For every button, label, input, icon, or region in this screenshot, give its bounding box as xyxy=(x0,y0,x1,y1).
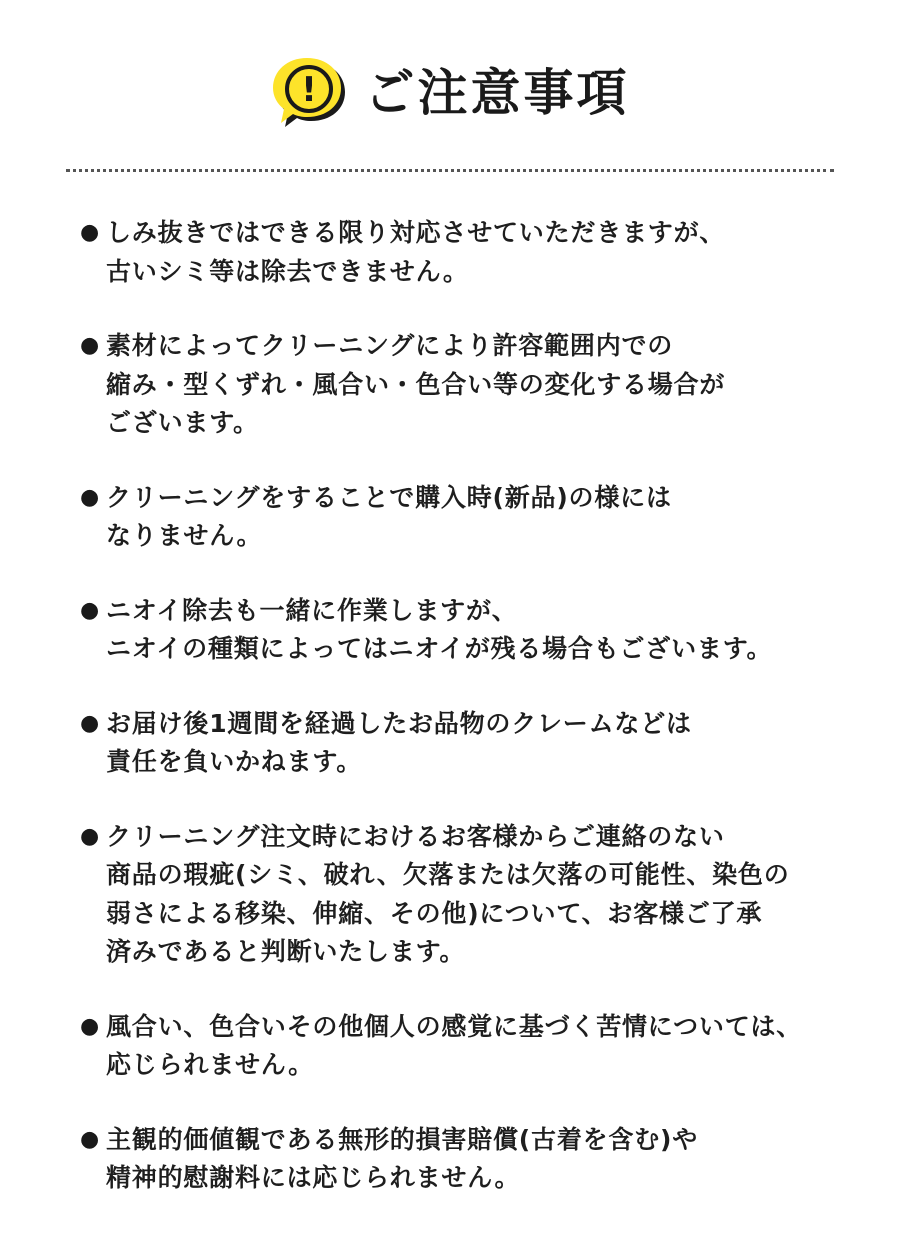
dotted-divider xyxy=(66,169,834,172)
notice-line: 弱さによる移染、伸縮、その他)について、お客様ご了承 xyxy=(106,898,763,928)
notice-line: クリーニング注文時におけるお客様からご連絡のない xyxy=(106,821,725,851)
notice-item xyxy=(80,818,860,972)
page-header xyxy=(0,56,900,130)
notice-text xyxy=(106,705,692,782)
notice-line: ニオイの種類によってはニオイが残る場合もございます。 xyxy=(106,634,773,663)
notice-text xyxy=(106,818,790,972)
exclamation-speech-bubble-icon xyxy=(271,56,347,130)
bullet-icon: ● xyxy=(80,333,100,358)
header-inner xyxy=(271,56,630,130)
notice-line: ございます。 xyxy=(106,408,259,437)
bullet-icon: ● xyxy=(80,220,100,245)
page-title: ご注意事項 xyxy=(364,64,630,122)
notice-line: 縮み・型くずれ・風合い・色合い等の変化する場合が xyxy=(106,369,726,399)
bullet-icon: ● xyxy=(80,823,100,849)
notice-line: 応じられません。 xyxy=(106,1050,314,1079)
notice-line: 素材によってクリーニングにより許容範囲内での xyxy=(106,331,674,360)
notice-line: 主観的価値観である無形的損害賠償(古着を含む)や xyxy=(106,1124,699,1154)
notice-item xyxy=(80,592,860,669)
notice-line: 商品の瑕疵(シミ、破れ、欠落または欠落の可能性、染色の xyxy=(106,860,790,889)
exclamation-mark: ! xyxy=(300,70,317,110)
notice-item xyxy=(80,1008,860,1085)
notice-list xyxy=(80,214,860,1234)
bullet-icon: ● xyxy=(80,1013,100,1039)
notice-line: しみ抜きではできる限り対応させていただきますが、 xyxy=(106,218,726,247)
notice-text xyxy=(106,479,672,556)
notice-line: お届け後1週間を経過したお品物のクレームなどは xyxy=(106,708,692,738)
notice-line: 済みであると判断いたします。 xyxy=(106,937,466,966)
notice-text xyxy=(106,327,725,443)
notice-text xyxy=(106,592,772,669)
notice-line: 風合い、色合いその他個人の感覚に基づく苦情については、 xyxy=(106,1011,803,1041)
bullet-icon: ● xyxy=(80,597,100,623)
notice-line: 古いシミ等は除去できません。 xyxy=(106,256,469,286)
notice-text xyxy=(106,1121,698,1198)
notice-line: なりません。 xyxy=(106,521,263,550)
notice-item xyxy=(80,327,860,443)
notice-line: ニオイ除去も一緒に作業しますが、 xyxy=(106,595,518,625)
notice-item xyxy=(80,214,860,291)
notice-item xyxy=(80,1121,860,1198)
bullet-icon: ● xyxy=(80,1126,100,1152)
notice-text xyxy=(106,214,725,291)
notice-line: クリーニングをすることで購入時(新品)の様には xyxy=(106,482,672,512)
notice-line: 責任を負いかねます。 xyxy=(106,747,363,776)
bullet-icon: ● xyxy=(80,710,100,736)
notice-item xyxy=(80,705,860,782)
bullet-icon: ● xyxy=(80,484,100,510)
notice-line: 精神的慰謝料には応じられません。 xyxy=(106,1163,521,1192)
notice-item xyxy=(80,479,860,556)
notice-text xyxy=(106,1008,802,1085)
